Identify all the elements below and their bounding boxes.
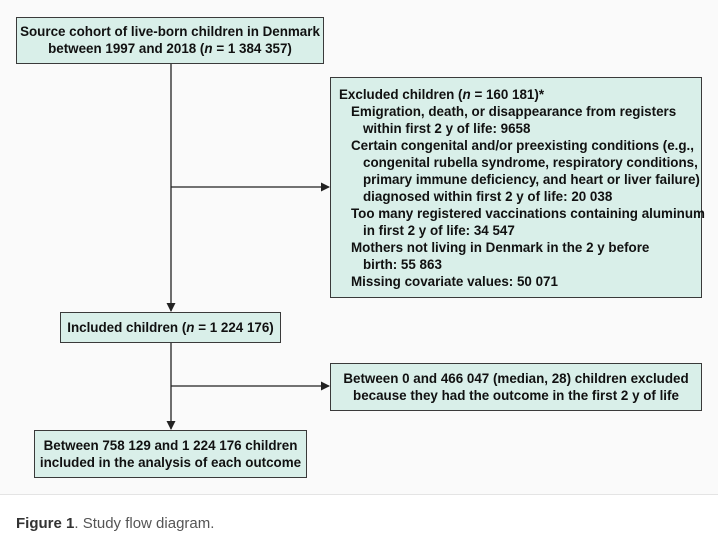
exclusion-reason-conditions-cont2: primary immune deficiency, and heart or liver failure) bbox=[363, 172, 700, 187]
exclusion-reason-mothers: Mothers not living in Denmark in the 2 y before bbox=[351, 240, 650, 255]
exclusion-reason-emigration-count: within first 2 y of life: 9658 bbox=[363, 121, 531, 136]
excluded-children-title: Excluded children (n = 160 181)* bbox=[339, 87, 545, 102]
exclusion-reason-conditions: Certain congenital and/or preexisting conditions (e.g., bbox=[351, 138, 694, 153]
figure-caption-label: Figure 1 bbox=[16, 515, 75, 532]
exclusion-reason-conditions-count: diagnosed within first 2 y of life: 20 038 bbox=[363, 189, 613, 204]
figure-caption-text: . Study flow diagram. bbox=[74, 515, 215, 532]
figure-caption bbox=[16, 515, 214, 532]
exclusion-reason-conditions-cont1: congenital rubella syndrome, respiratory conditions, bbox=[363, 155, 698, 170]
exclusion-reason-vaccinations: Too many registered vaccinations containing aluminum bbox=[351, 206, 705, 221]
exclusion-reason-mothers-count: birth: 55 863 bbox=[363, 257, 442, 272]
exclusion-reason-emigration: Emigration, death, or disappearance from registers bbox=[351, 104, 677, 119]
source-cohort-line2: between 1997 and 2018 (n = 1 384 357) bbox=[48, 41, 292, 56]
analysis-children-line2: included in the analysis of each outcome bbox=[39, 455, 302, 470]
outcome-excluded-box bbox=[330, 363, 702, 411]
analysis-children-box bbox=[34, 430, 307, 478]
analysis-children-line1: Between 758 129 and 1 224 176 children bbox=[43, 438, 298, 453]
excluded-children-box bbox=[330, 77, 705, 298]
source-cohort-line1: Source cohort of live-born children in Denmark bbox=[20, 24, 320, 39]
exclusion-reason-vaccinations-count: in first 2 y of life: 34 547 bbox=[363, 223, 515, 238]
outcome-excluded-line2: because they had the outcome in the first 2 y of life bbox=[353, 388, 679, 403]
included-children-box bbox=[60, 312, 281, 343]
exclusion-reason-missing-covariates: Missing covariate values: 50 071 bbox=[351, 274, 558, 289]
outcome-excluded-line1: Between 0 and 466 047 (median, 28) children excluded bbox=[343, 371, 689, 386]
source-cohort-box bbox=[16, 17, 324, 64]
included-children-text: Included children (n = 1 224 176) bbox=[67, 320, 274, 335]
